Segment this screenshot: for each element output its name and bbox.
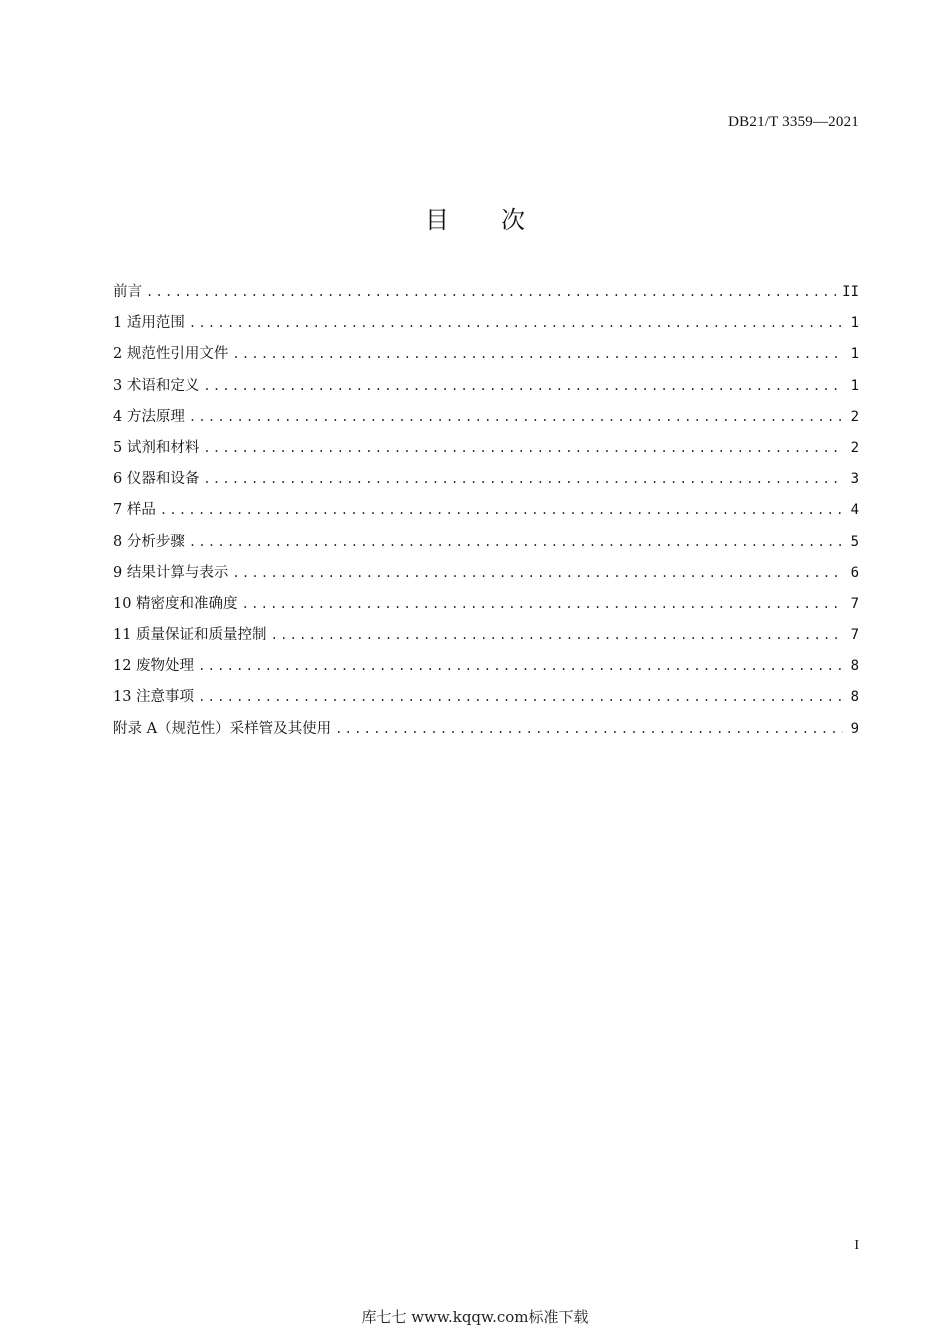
toc-entry-page: 5 [850, 533, 859, 550]
toc-entry-waste-disposal[interactable] [113, 656, 859, 687]
toc-entry-label: 2 规范性引用文件 [113, 346, 229, 363]
toc-entry-page: 1 [850, 377, 859, 394]
toc-entry-label: 附录 A（规范性）采样管及其使用 [113, 720, 332, 737]
toc-entry-label: 11 质量保证和质量控制 [113, 627, 267, 644]
toc-title-char-1: 目 [425, 206, 449, 234]
toc-leader-dots [160, 500, 843, 520]
toc-entry-scope[interactable] [113, 313, 859, 344]
toc-leader-dots [232, 563, 843, 583]
toc-leader-dots [189, 407, 843, 427]
toc-entry-reagents[interactable] [113, 438, 859, 469]
toc-entry-label: 1 适用范围 [113, 315, 185, 332]
footer-watermark-text: 库七七 www.kqqw.com标准下载 [361, 1308, 589, 1326]
toc-leader-dots [271, 625, 843, 645]
toc-entry-label: 6 仪器和设备 [113, 471, 200, 488]
toc-leader-dots [232, 344, 843, 364]
toc-entry-label: 3 术语和定义 [113, 377, 200, 394]
toc-entry-preface[interactable] [113, 282, 859, 313]
toc-entry-notes[interactable] [113, 687, 859, 718]
toc-entry-page: 4 [850, 502, 859, 519]
toc-leader-dots [242, 594, 843, 614]
toc-entry-label: 8 分析步骤 [113, 533, 185, 550]
toc-entry-label: 10 精密度和准确度 [113, 595, 238, 612]
toc-entry-page: 9 [850, 720, 859, 737]
toc-entry-page: 7 [850, 627, 859, 644]
toc-entry-label: 9 结果计算与表示 [113, 564, 229, 581]
toc-entry-appendix-a[interactable] [113, 719, 859, 750]
toc-leader-dots [198, 687, 843, 707]
toc-entry-page: 6 [850, 564, 859, 581]
toc-entry-label: 5 试剂和材料 [113, 439, 200, 456]
toc-leader-dots [203, 438, 843, 458]
toc-entry-analysis-steps[interactable] [113, 532, 859, 563]
toc-entry-page: 1 [850, 315, 859, 332]
toc-entry-page: 1 [850, 346, 859, 363]
toc-entry-page: 3 [850, 471, 859, 488]
toc-leader-dots [203, 376, 843, 396]
toc-title [0, 200, 950, 235]
toc-entry-samples[interactable] [113, 500, 859, 531]
toc-leader-dots [189, 313, 843, 333]
toc-entry-page: 2 [850, 439, 859, 456]
toc-leader-dots [335, 719, 843, 739]
toc-entry-page: 8 [850, 658, 859, 675]
toc-entry-label: 12 废物处理 [113, 658, 195, 675]
toc-entry-terms[interactable] [113, 376, 859, 407]
toc-entry-page: 8 [850, 689, 859, 706]
toc-leader-dots [198, 656, 843, 676]
toc-entry-label: 前言 [113, 284, 142, 300]
toc-entry-page: 7 [850, 595, 859, 612]
document-code: DB21/T 3359—2021 [728, 114, 859, 130]
toc-title-char-2: 次 [501, 206, 525, 234]
toc-leader-dots [203, 469, 843, 489]
toc-entry-principle[interactable] [113, 407, 859, 438]
toc-entry-quality-control[interactable] [113, 625, 859, 656]
toc-leader-dots [146, 282, 836, 302]
toc-entry-apparatus[interactable] [113, 469, 859, 500]
table-of-contents [113, 282, 859, 750]
toc-entry-calculation[interactable] [113, 563, 859, 594]
toc-leader-dots [189, 532, 843, 552]
toc-entry-label: 4 方法原理 [113, 408, 185, 425]
toc-entry-precision[interactable] [113, 594, 859, 625]
toc-entry-label: 7 样品 [113, 502, 156, 519]
toc-entry-page: II [842, 284, 859, 300]
toc-entry-normative-references[interactable] [113, 344, 859, 375]
toc-entry-label: 13 注意事项 [113, 689, 195, 706]
page-number: I [854, 1238, 859, 1253]
toc-entry-page: 2 [850, 408, 859, 425]
